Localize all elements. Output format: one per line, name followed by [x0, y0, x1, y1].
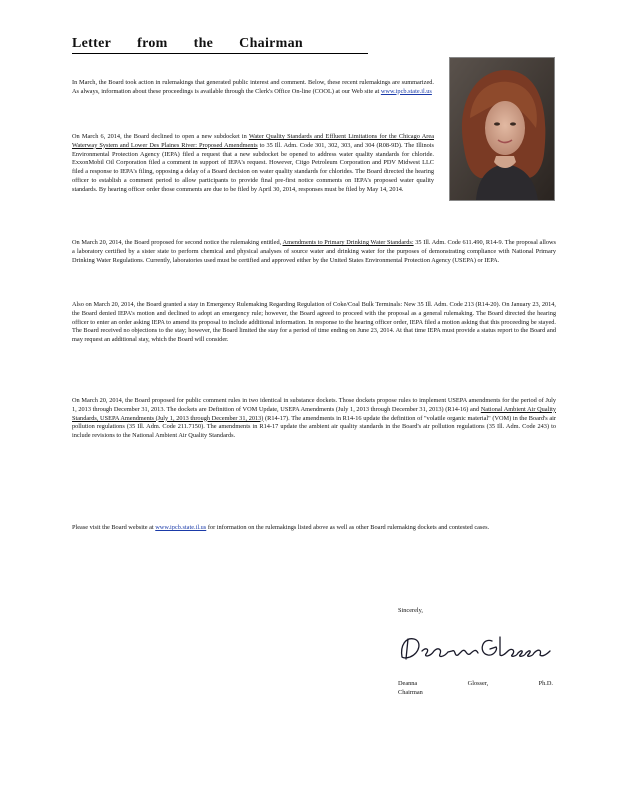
paragraph-text: On March 20, 2014, the Board proposed for second notice the rulemaking entitled,: [72, 239, 282, 246]
paragraph-text: On March 6, 2014, the Board declined to open a new subdocket in: [72, 133, 247, 140]
paragraph-r14-20: [72, 301, 556, 345]
paragraph-text: (R14-17). The amendments in R14-16 update the definition of "volatile organic material" (VOM) in the Board's air pollution regulations (35 Ill. Adm. Code 211.7150). The amendments in R14-17 update the ambient air quality standards in the Board's air pollution regulations (35 Ill. Adm. Code 243) to include revisions to the National Ambient Air Quality Standards.: [72, 414, 557, 440]
letter-title: [72, 36, 368, 54]
paragraph-intro: [72, 79, 434, 97]
title-word: Chairman: [239, 36, 304, 51]
paragraph-text: 35 Ill. Adm. Code 611.490, R14-9. The proposal allows a laboratory certified by a sister state to perform chemical and physical analyses of source water and drinking water for the purposes of demonstrating compliance with National Primary Drinking Water Regulations. Currently, laboratories used must be certified and approved either by the United States Environmental Protection Agency (USEPA) or IEPA.: [72, 239, 556, 264]
paragraph-closing: [72, 524, 556, 533]
paragraph-text: Please visit the Board website at: [72, 524, 154, 531]
title-word: the: [193, 36, 214, 51]
paragraph-text: On March 20, 2014, the Board proposed for public comment rules in two identical in substance dockets. Those dockets propose rules to implement USEPA amendments for the period of July 1, 2013 through December 31, 2013. The dockets are Definition of VOM Update, USEPA Amendments (July 1, 2013 through December 31, 2013) (R14-16) and: [72, 397, 556, 413]
paragraph-text: to 35 Ill. Adm. Code 301, 302, 303, and 304 (R08-9D). The Illinois Environmental Protection Agency (IEPA) filed a request that a new subdocket be opened to address water quality standards for chloride. ExxonMobil Oil Corporation filed a comment in support of IEPA's request. However, Citgo Petroleum Corporation and PDV Midwest LLC filed a response to IEPA's filing, opposing a delay of a Board decision on water quality standards for chlorides. The Board directed the hearing officer to establish a comment period to allow participants to provide final pre-first notice comments on IEPA's proposed water quality standards. By hearing officer order those comments are due to be filed by April 30, 2014, responses must be filed by May 14, 2014.: [72, 141, 434, 193]
website-link[interactable]: www.ipcb.state.il.us: [155, 524, 207, 531]
paragraph-r14-16-r14-17: [72, 397, 556, 441]
handwritten-signature: [396, 627, 556, 667]
title-word: from: [137, 36, 168, 51]
website-link[interactable]: www.ipcb.state.il.us: [380, 87, 432, 95]
rulemaking-title: National Ambient Air Quality Standards, USEPA Amendments (July 1, 2013 through December 31, 2013): [72, 405, 556, 422]
rulemaking-title: Amendments to Primary Drinking Water Standards:: [282, 239, 414, 246]
sincerely: Sincerely,: [398, 607, 423, 614]
signer-name: [398, 680, 553, 687]
portrait-image: [450, 58, 554, 200]
paragraph-text: for information on the rulemakings listed above as well as other Board rulemaking dockets and contested cases.: [207, 524, 490, 531]
signer-first-name: Deanna: [398, 680, 418, 687]
paragraph-text: In March, the Board took action in rulemakings that generated public interest and comment. Below, these recent rulemakings are summarized. As always, information about these proceedings is available through the Clerk's Office On-line (COOL) at our Web site at: [72, 79, 434, 95]
signature: [396, 627, 556, 672]
chairman-portrait: [449, 57, 555, 201]
paragraph-text: Also on March 20, 2014, the Board granted a stay in Emergency Rulemaking Regarding Regulation of Coke/Coal Bulk Terminals: New 35 Ill. Adm. Code 213 (R14-20). On January 23, 2014, the Board denied IEPA's motion and declined to adopt an emergency rule; however, the Board agreed to proceed with the proposal as a general rulemaking. The Board directed the hearing officer to enter an order asking IEPA to amend its proposal to include additional information. In response to the hearing officer order, IEPA filed a motion asking that this proceeding be stayed. The Board received no objections to the stay; however, the Board limited the stay for a period of time ending on June 23, 2014. At that time IEPA must provide a status report to the Board and may request an additional stay, which the Board will consider.: [72, 301, 556, 344]
paragraph-r14-9: [72, 239, 556, 265]
title-word: Letter: [72, 36, 112, 51]
signer-last-name: Glosser,: [467, 680, 489, 687]
signer-title: Chairman: [398, 689, 423, 696]
signer-degree: Ph.D.: [538, 680, 553, 687]
rulemaking-title: Water Quality Standards and Effluent Limitations for the Chicago Area Waterway System and Lower Des Plaines River: Proposed Amendments: [72, 133, 434, 149]
paragraph-r08-9d: [72, 133, 434, 195]
